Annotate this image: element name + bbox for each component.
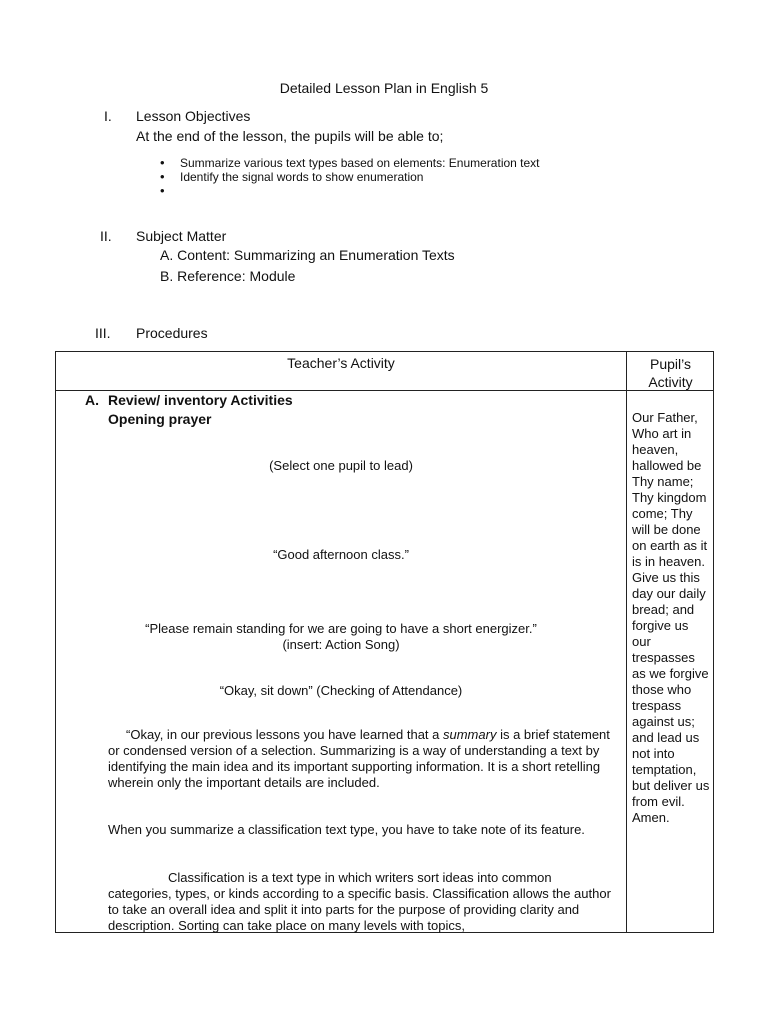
pupil-prayer-text: Our Father, Who art in heaven, hallowed be Thy name; Thy kingdom come; Thy will be done on earth as it is in heaven. Give us this day our daily bread; and forgive us our trespasses as we forgive those who trespass against us; and lead us not into temptation, but deliver us from evil. Amen. — [632, 410, 710, 825]
summary-paragraph-rest: is a brief statement or condensed version of a selection. Summarizing is a way of understanding a text by identifying the main idea and its important supporting information. It is a short retelling wherein only the important details are included. — [108, 727, 610, 790]
pupil-activity-header — [627, 355, 714, 391]
section-number-subject: II. — [100, 228, 112, 244]
summary-paragraph-lead: “Okay, in our previous lessons you have learned that a — [126, 727, 443, 742]
section-a-label: A. — [85, 392, 99, 408]
section-heading-procedures: Procedures — [136, 325, 208, 341]
objective-item: • Summarize various text types based on elements: Enumeration text — [158, 156, 540, 170]
section-number-procedures: III. — [95, 325, 111, 341]
section-heading-subject: Subject Matter — [136, 228, 227, 244]
objective-item: • Identify the signal words to show enumeration — [158, 170, 540, 184]
select-pupil-note: (Select one pupil to lead) — [269, 458, 413, 473]
pupil-header-line: Activity — [648, 374, 693, 390]
opening-prayer-heading: Opening prayer — [108, 411, 212, 427]
summary-term: summary — [443, 727, 497, 742]
objective-item — [158, 184, 540, 198]
classification-paragraph: Classification is a text type in which writers sort ideas into common categories, types, or kinds according to a specific basis. Classification allows the author to take an overall idea and split it into parts for the purpose of providing clarity and description. Sorting can take place on many levels with topics, — [108, 870, 611, 933]
sit-down-attendance-line: “Okay, sit down” (Checking of Attendance) — [219, 683, 463, 698]
pupil-header-line: Pupil’s — [650, 356, 691, 372]
procedures-table — [55, 351, 714, 933]
document-title: Detailed Lesson Plan in English 5 — [279, 80, 489, 96]
teacher-activity-header: Teacher’s Activity — [287, 355, 395, 371]
classification-feature-paragraph: When you summarize a classification text type, you have to take note of its feature. — [108, 822, 585, 837]
remain-standing-line: “Please remain standing for we are going to have a short energizer.” — [145, 621, 537, 636]
summary-paragraph — [108, 727, 618, 791]
table-column-divider — [626, 352, 627, 932]
table-header-divider — [56, 390, 713, 391]
section-heading-objectives: Lesson Objectives — [136, 108, 251, 124]
good-afternoon-line: “Good afternoon class.” — [273, 547, 409, 562]
objectives-list — [158, 156, 540, 198]
action-song-note: (insert: Action Song) — [282, 637, 400, 652]
subject-content: A. Content: Summarizing an Enumeration Texts — [160, 247, 455, 263]
objectives-intro: At the end of the lesson, the pupils will be able to; — [136, 128, 444, 144]
subject-reference: B. Reference: Module — [160, 268, 296, 284]
section-number-objectives: I. — [104, 108, 112, 124]
section-a-title: Review/ inventory Activities — [108, 392, 293, 408]
